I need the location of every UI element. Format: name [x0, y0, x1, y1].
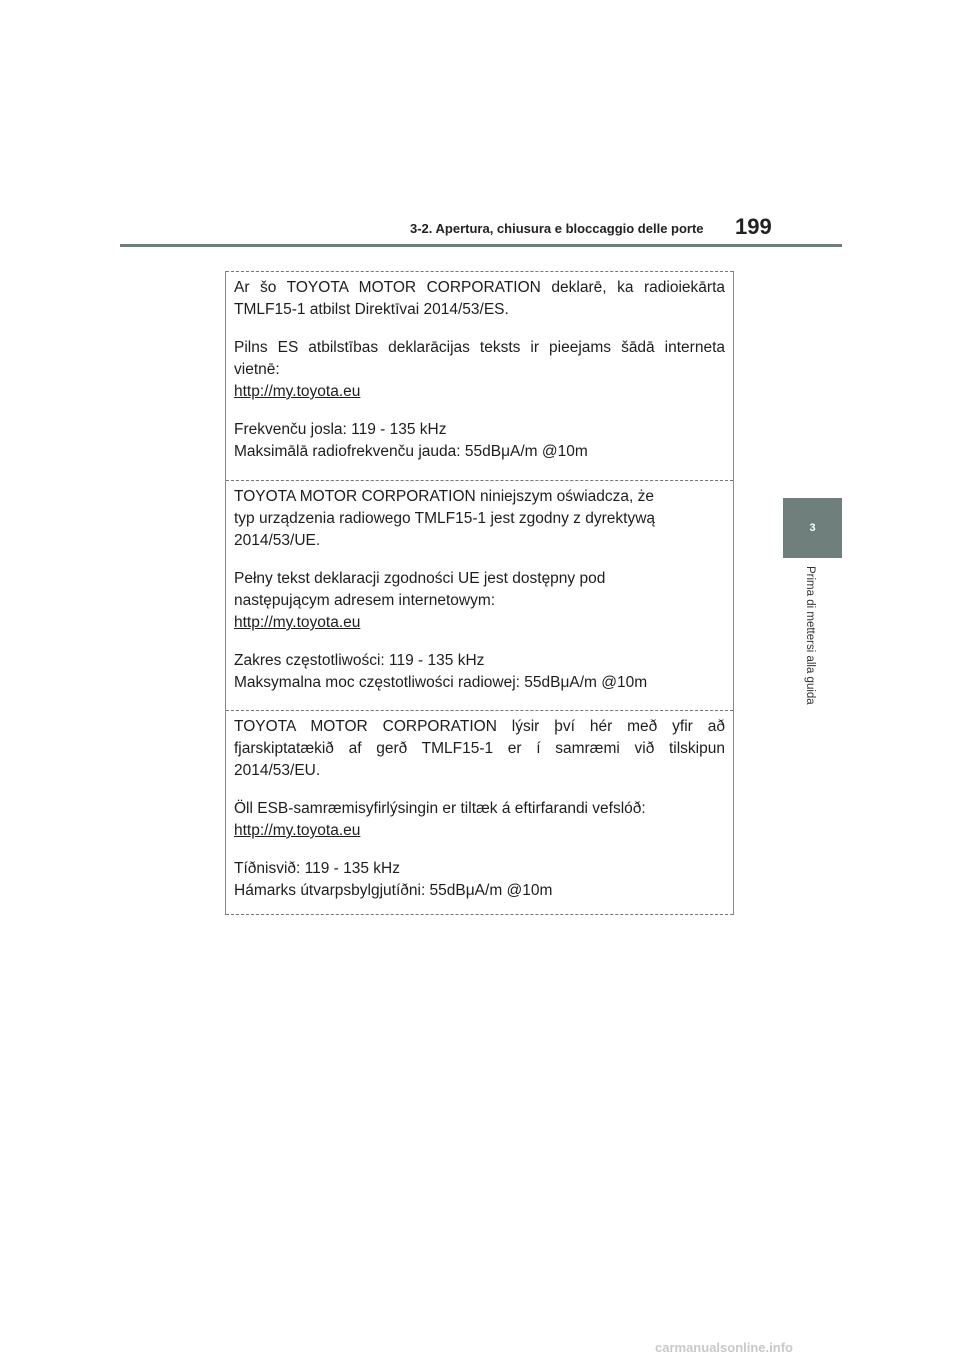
header-rule	[120, 244, 842, 247]
full-text-notice: Pilns ES atbilstības deklarācijas teksts ir pieejams šādā interneta vietnē:	[234, 339, 725, 378]
chapter-number: 3	[809, 522, 816, 534]
page-number: 199	[735, 214, 772, 239]
toyota-link[interactable]: http://my.toyota.eu	[234, 614, 361, 631]
max-power: Maksimālā radiofrekvenču jauda: 55dBμA/m @10m	[234, 443, 588, 460]
toyota-link[interactable]: http://my.toyota.eu	[234, 383, 361, 400]
frequency-band: Zakres częstotliwości: 119 - 135 kHz	[234, 652, 485, 669]
declaration-icelandic	[226, 710, 733, 915]
section-title: 3-2. Apertura, chiusura e bloccaggio delle porte	[410, 221, 704, 236]
site-watermark: carmanualsonline.info	[655, 1340, 793, 1355]
max-power: Hámarks útvarpsbylgjutíðni: 55dBμA/m @10m	[234, 882, 553, 899]
chapter-tab	[783, 498, 842, 558]
declaration-box	[225, 271, 734, 915]
chapter-title: Prima di mettersi alla guida	[804, 566, 816, 705]
frequency-band: Frekvenču josla: 119 - 135 kHz	[234, 421, 447, 438]
declaration-latvian	[226, 271, 733, 480]
declaration-text: TOYOTA MOTOR CORPORATION lýsir því hér með yfir að fjarskiptatækið af gerð TMLF15-1 er í samræmi við tilskipun 2014/53/EU.	[234, 718, 725, 779]
frequency-band: Tíðnisvið: 119 - 135 kHz	[234, 860, 400, 877]
declaration-text: Ar šo TOYOTA MOTOR CORPORATION deklarē, ka radioiekārta TMLF15-1 atbilst Direktīvai 2014/53/ES.	[234, 279, 725, 318]
max-power: Maksymalna moc częstotliwości radiowej: 55dBμA/m @10m	[234, 674, 648, 691]
toyota-link[interactable]: http://my.toyota.eu	[234, 822, 361, 839]
full-text-notice: Öll ESB-samræmisyfirlýsingin er tiltæk á eftirfarandi vefslóð:	[234, 800, 646, 817]
declaration-text: TOYOTA MOTOR CORPORATION niniejszym oświadcza, że typ urządzenia radiowego TMLF15-1 jest zgodny z dyrektywą 2014/53/UE.	[234, 488, 656, 549]
full-text-notice: Pełny tekst deklaracji zgodności UE jest dostępny pod następującym adresem internetowym:	[234, 570, 606, 609]
declaration-polish	[226, 480, 733, 710]
